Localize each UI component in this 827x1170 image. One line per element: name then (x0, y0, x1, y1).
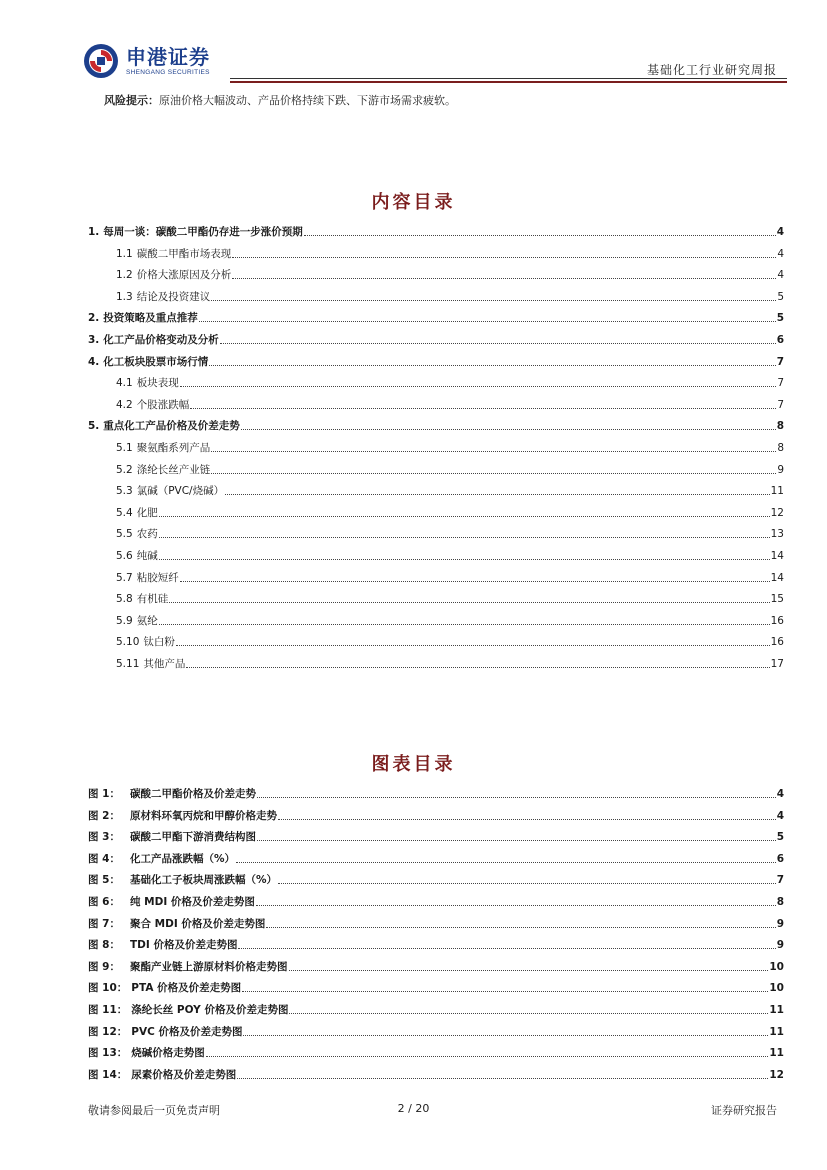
entry-number: 5.11 (116, 658, 140, 670)
header-divider (230, 78, 787, 79)
entry-page: 9 (776, 939, 784, 952)
toc-entry[interactable] (88, 634, 784, 648)
entry-page: 4 (777, 269, 784, 282)
entry-label: 每周一谈：碳酸二甲酯仍存进一步涨价预期 (103, 226, 303, 238)
toc-entry[interactable] (88, 483, 784, 497)
entry-label: 有机硅 (136, 593, 169, 606)
dot-leader (241, 429, 776, 430)
dot-leader (225, 494, 770, 495)
entry-page: 10 (769, 982, 784, 995)
figure-entry[interactable] (88, 1045, 784, 1059)
dot-leader (304, 235, 776, 236)
entry-label: 聚氨酯系列产品 (136, 442, 211, 454)
entry-number: 图 4： (88, 852, 120, 865)
entry-page: 15 (770, 593, 784, 606)
entry-label: 化工产品涨跌幅（%） (130, 852, 236, 865)
header-divider-accent (230, 81, 787, 83)
dot-leader (289, 970, 769, 971)
entry-number: 5. (88, 420, 100, 433)
figure-entry[interactable] (88, 1024, 784, 1038)
dot-leader (159, 516, 770, 517)
entry-number: 图 10： (88, 982, 128, 995)
dot-leader (180, 581, 770, 582)
figure-entry[interactable] (88, 851, 784, 865)
entry-number: 图 8： (88, 939, 120, 952)
entry-page: 14 (770, 550, 784, 562)
risk-label: 风险提示： (104, 94, 159, 107)
entry-label: 价格大涨原因及分析 (136, 269, 232, 282)
entry-number: 4.1 (116, 377, 133, 390)
entry-label: 氨纶 (136, 614, 158, 627)
figure-entry[interactable] (88, 786, 784, 800)
dot-leader (243, 1035, 768, 1036)
figure-entry[interactable] (88, 937, 784, 951)
entry-number: 图 5： (88, 874, 120, 887)
disclaimer-note: 敬请参阅最后一页免责声明 (88, 1104, 220, 1117)
entry-page: 8 (776, 420, 784, 433)
entry-number: 1.1 (116, 247, 133, 260)
figure-entry[interactable] (88, 872, 784, 886)
entry-page: 10 (769, 960, 784, 973)
figure-entry[interactable] (88, 894, 784, 908)
entry-label: TDI 价格及价差走势图 (130, 939, 238, 952)
dot-leader (266, 927, 775, 928)
dot-leader (257, 840, 776, 841)
page-number: 2 / 20 (397, 1102, 430, 1115)
entry-page: 11 (769, 1047, 784, 1060)
dot-leader (159, 559, 770, 560)
entry-label: 聚酯产业链上游原材料价格走势图 (130, 960, 288, 973)
company-logo (82, 42, 210, 80)
dot-leader (256, 905, 776, 906)
entry-number: 图 11： (88, 1004, 128, 1016)
entry-label: 化工产品价格变动及分析 (103, 334, 219, 346)
entry-label: PVC 价格及价差走势图 (131, 1025, 243, 1038)
toc-entry[interactable] (88, 375, 784, 389)
entry-label: 其他产品 (143, 658, 186, 670)
entry-number: 图 7： (88, 917, 120, 930)
dot-leader (180, 386, 777, 387)
entry-label: PTA 价格及价差走势图 (131, 982, 242, 995)
entry-number: 图 2： (88, 809, 120, 822)
entry-page: 8 (776, 896, 784, 908)
entry-label: 碳酸二甲酯价格及价差走势 (130, 788, 256, 800)
page-header (0, 0, 827, 90)
entry-number: 4. (88, 355, 100, 368)
figure-entry[interactable] (88, 1067, 784, 1081)
entry-page: 6 (776, 334, 784, 346)
figure-entry[interactable] (88, 916, 784, 930)
company-name-cn: 申港证券 (126, 44, 210, 69)
entry-number: 3. (88, 334, 100, 346)
entry-page: 5 (776, 831, 784, 844)
dot-leader (211, 473, 776, 474)
entry-label: 聚合 MDI 价格及价差走势图 (130, 917, 266, 930)
entry-number: 5.5 (116, 528, 133, 541)
figures-title: 图表目录 (371, 754, 456, 775)
entry-number: 图 6： (88, 896, 120, 908)
entry-label: 纯碱 (136, 550, 158, 562)
entry-page: 9 (776, 917, 784, 930)
entry-label: 烧碱价格走势图 (131, 1047, 205, 1060)
entry-page: 4 (776, 809, 784, 822)
dot-leader (237, 1078, 768, 1079)
entry-number: 图 1： (88, 788, 120, 800)
toc-entry[interactable] (88, 613, 784, 627)
entry-label: 碳酸二甲酯下游消费结构图 (130, 831, 256, 844)
entry-label: 结论及投资建议 (136, 290, 211, 303)
entry-label: 涤纶长丝 POY 价格及价差走势图 (131, 1004, 289, 1016)
entry-label: 化工板块股票市场行情 (103, 355, 209, 368)
entry-number: 图 14： (88, 1068, 128, 1081)
dot-leader (206, 1056, 769, 1057)
entry-number: 5.3 (116, 485, 133, 498)
dot-leader (209, 365, 775, 366)
entry-page: 11 (770, 485, 784, 498)
entry-page: 4 (777, 247, 784, 260)
shengang-logo-icon (82, 42, 120, 80)
entry-page: 5 (777, 290, 784, 303)
toc-entry[interactable] (88, 505, 784, 519)
entry-number: 5.1 (116, 442, 133, 454)
toc-entry[interactable] (88, 354, 784, 368)
entry-number: 5.7 (116, 571, 133, 584)
dot-leader (211, 300, 776, 301)
entry-number: 2. (88, 312, 100, 325)
risk-text: 原油价格大幅波动、产品价格持续下跌、下游市场需求疲软。 (159, 94, 456, 107)
entry-page: 4 (776, 226, 784, 238)
entry-number: 1.3 (116, 290, 133, 303)
entry-page: 5 (776, 312, 784, 325)
dot-leader (289, 1013, 768, 1014)
dot-leader (159, 537, 770, 538)
entry-page: 12 (769, 1068, 784, 1081)
report-type: 基础化工行业研究周报 (646, 63, 777, 77)
entry-number: 5.10 (116, 636, 140, 649)
toc-entry[interactable] (88, 397, 784, 411)
entry-label: 涤纶长丝产业链 (136, 463, 211, 476)
figure-entry[interactable] (88, 829, 784, 843)
toc-entry[interactable] (88, 548, 784, 562)
entry-page: 6 (776, 852, 784, 865)
toc-entry[interactable] (88, 440, 784, 454)
toc-entry[interactable] (88, 246, 784, 260)
entry-label: 重点化工产品价格及价差走势 (103, 420, 240, 433)
dot-leader (278, 819, 776, 820)
toc-title: 内容目录 (371, 192, 456, 213)
entry-number: 5.9 (116, 614, 133, 627)
figure-entry[interactable] (88, 1002, 784, 1016)
entry-page: 7 (777, 398, 784, 411)
entry-page: 11 (769, 1004, 784, 1016)
entry-page: 17 (770, 658, 784, 670)
toc-entry[interactable] (88, 526, 784, 540)
dot-leader (190, 408, 776, 409)
risk-warning (104, 92, 456, 108)
dot-leader (169, 602, 769, 603)
entry-label: 农药 (136, 528, 158, 541)
entry-number: 5.4 (116, 506, 133, 519)
toc-entry[interactable] (88, 224, 784, 238)
toc-entry[interactable] (88, 418, 784, 432)
entry-label: 氯碱（PVC/烧碱） (136, 485, 225, 498)
entry-label: 投资策略及重点推荐 (103, 312, 198, 325)
entry-number: 图 9： (88, 960, 120, 973)
figure-entry[interactable] (88, 808, 784, 822)
entry-label: 基础化工子板块周涨跌幅（%） (130, 874, 278, 887)
figure-entry[interactable] (88, 959, 784, 973)
dot-leader (199, 321, 776, 322)
dot-leader (186, 667, 769, 668)
dot-leader (232, 278, 776, 279)
company-name-en: SHENGANG SECURITIES (126, 68, 210, 76)
entry-label: 原材料环氧丙烷和甲醇价格走势 (130, 809, 277, 822)
entry-page: 9 (777, 463, 784, 476)
entry-number: 图 12： (88, 1025, 128, 1038)
dot-leader (232, 257, 776, 258)
figure-entry[interactable] (88, 980, 784, 994)
report-category: 证券研究报告 (711, 1104, 777, 1117)
toc-entry[interactable] (88, 332, 784, 346)
toc-entry[interactable] (88, 570, 784, 584)
entry-page: 7 (776, 355, 784, 368)
toc-entry[interactable] (88, 462, 784, 476)
dot-leader (211, 451, 776, 452)
entry-label: 板块表现 (136, 377, 179, 390)
entry-page: 16 (770, 636, 784, 649)
dot-leader (242, 991, 768, 992)
dot-leader (236, 862, 776, 863)
entry-number: 1.2 (116, 269, 133, 282)
dot-leader (159, 624, 770, 625)
dot-leader (220, 343, 776, 344)
entry-page: 16 (770, 614, 784, 627)
entry-page: 8 (777, 442, 784, 454)
dot-leader (257, 797, 776, 798)
entry-number: 图 13： (88, 1047, 128, 1060)
entry-label: 尿素价格及价差走势图 (131, 1068, 237, 1081)
entry-label: 碳酸二甲酯市场表现 (136, 247, 232, 260)
toc-entry[interactable] (88, 656, 784, 670)
entry-label: 化肥 (136, 506, 158, 519)
entry-page: 7 (777, 377, 784, 390)
entry-page: 14 (770, 571, 784, 584)
entry-number: 5.8 (116, 593, 133, 606)
dot-leader (278, 883, 776, 884)
entry-label: 钛白粉 (143, 636, 175, 649)
toc-entry[interactable] (88, 267, 784, 281)
entry-page: 13 (770, 528, 784, 541)
toc-entry[interactable] (88, 591, 784, 605)
toc-entry[interactable] (88, 289, 784, 303)
entry-page: 12 (770, 506, 784, 519)
entry-number: 4.2 (116, 398, 133, 411)
entry-label: 纯 MDI 价格及价差走势图 (130, 896, 255, 908)
entry-page: 7 (776, 874, 784, 887)
entry-number: 图 3： (88, 831, 120, 844)
entry-label: 个股涨跌幅 (136, 398, 190, 411)
toc-entry[interactable] (88, 310, 784, 324)
dot-leader (238, 948, 775, 949)
dot-leader (176, 645, 770, 646)
entry-page: 11 (769, 1025, 784, 1038)
entry-number: 1. (88, 226, 100, 238)
entry-number: 5.2 (116, 463, 133, 476)
entry-label: 粘胶短纤 (136, 571, 179, 584)
entry-page: 4 (776, 788, 784, 800)
entry-number: 5.6 (116, 550, 133, 562)
